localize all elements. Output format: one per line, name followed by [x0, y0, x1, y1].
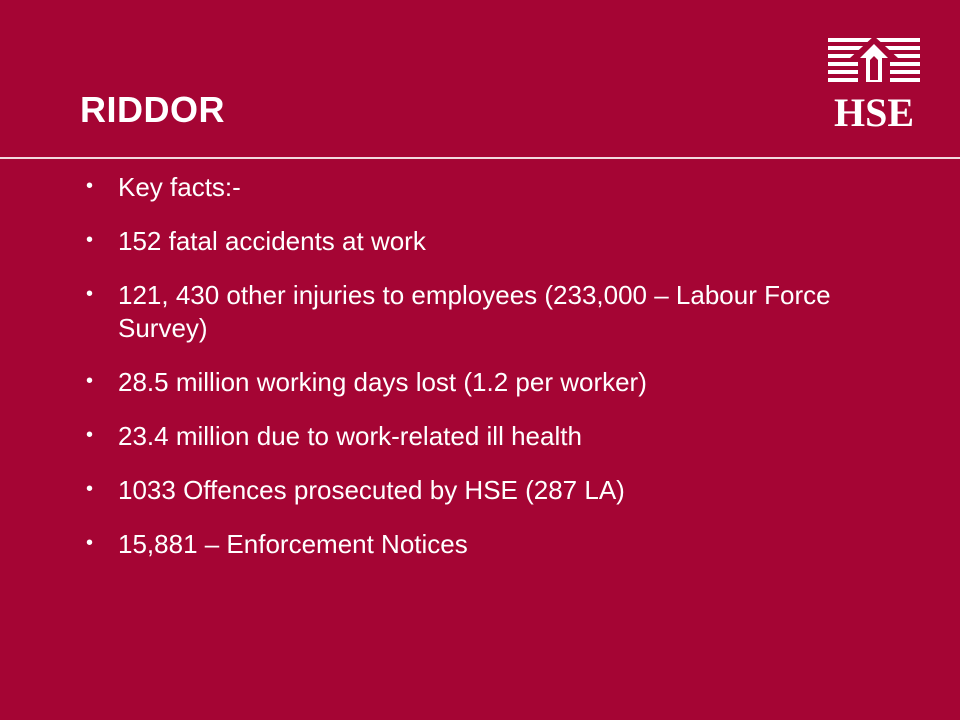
logo-text: HSE	[833, 90, 915, 130]
bullet-text: 28.5 million working days lost (1.2 per worker)	[118, 367, 647, 397]
bullet-list	[84, 171, 904, 582]
bullet-item	[84, 420, 904, 453]
bullet-dot-icon: •	[86, 424, 94, 446]
bullet-dot-icon: •	[86, 478, 94, 500]
bullet-dot-icon: •	[86, 283, 94, 305]
bullet-text: 121, 430 other injuries to employees (233,000 – Labour Force Survey)	[118, 280, 831, 343]
bullet-item	[84, 474, 904, 507]
bullet-item	[84, 171, 904, 204]
bullet-item	[84, 366, 904, 399]
bullet-text: Key facts:-	[118, 172, 241, 202]
bullet-dot-icon: •	[86, 175, 94, 197]
bullet-text: 15,881 – Enforcement Notices	[118, 529, 468, 559]
bullet-dot-icon: •	[86, 532, 94, 554]
bullet-item	[84, 225, 904, 258]
bullet-text: 23.4 million due to work-related ill health	[118, 421, 582, 451]
bullet-text: 1033 Offences prosecuted by HSE (287 LA)	[118, 475, 625, 505]
hse-logo-icon	[828, 36, 920, 130]
bullet-dot-icon: •	[86, 229, 94, 251]
bullet-item	[84, 279, 904, 345]
bullet-dot-icon: •	[86, 370, 94, 392]
bullet-item	[84, 528, 904, 561]
title-divider	[0, 157, 960, 159]
bullet-text: 152 fatal accidents at work	[118, 226, 426, 256]
slide-title: RIDDOR	[80, 89, 225, 130]
